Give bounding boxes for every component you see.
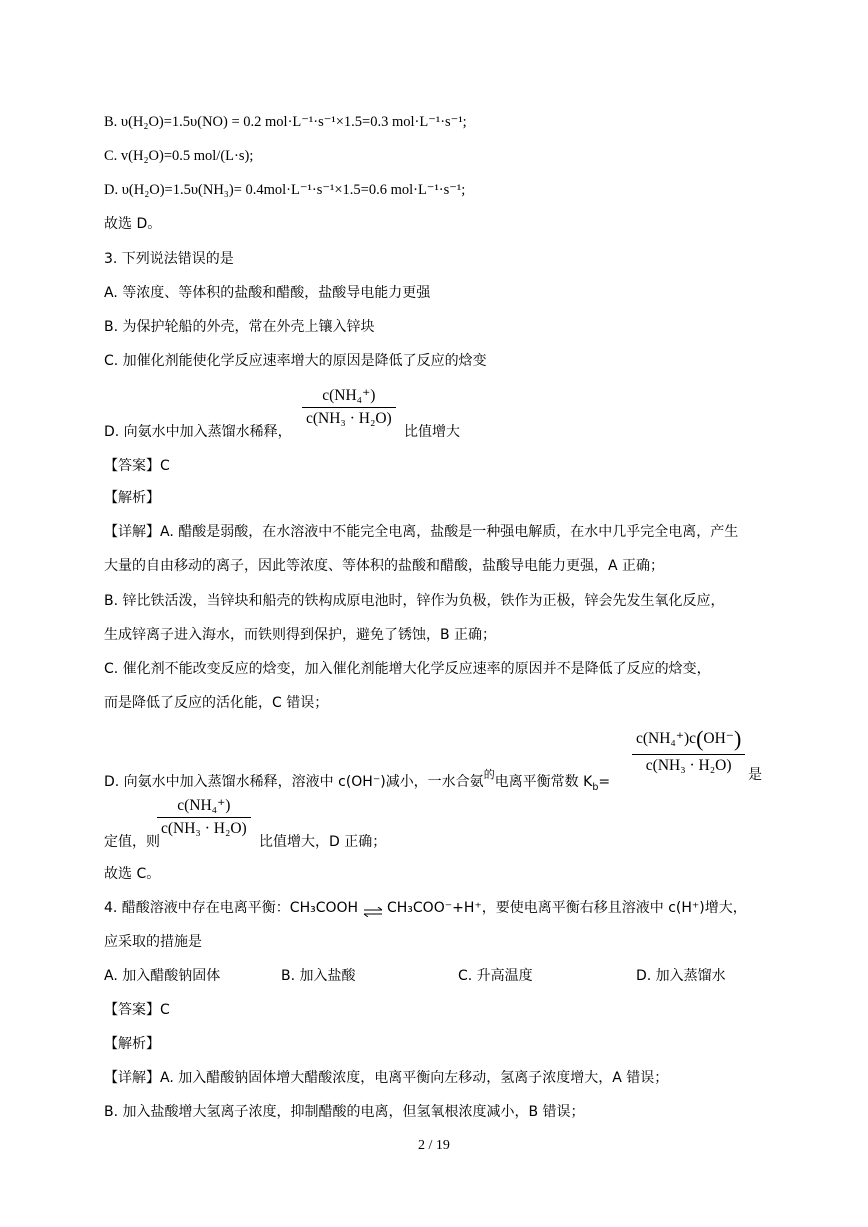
q4-stem-mid: CH₃COO⁻+H⁺，要使电离平衡右移且溶液中 c(H⁺)增大，	[386, 900, 747, 916]
q3-detail-d-prefix: D. 向氨水中加入蒸馏水稀释，溶液中 c(OH⁻)减小，一水合氨	[104, 774, 484, 790]
q3-option-a: A. 等浓度、等体积的盐酸和醋酸，盐酸导电能力更强	[104, 285, 431, 301]
q3-option-d-suffix: 比值增大	[404, 424, 460, 440]
q3-detail-d-mid: 电离平衡常数 K	[494, 774, 593, 790]
kb-numerator-oh: OH⁻	[703, 730, 734, 747]
q4-detail-a: 【详解】A. 加入醋酸钠固体增大醋酸浓度，电离平衡向左移动，氢离子浓度增大，A 错误；	[104, 1070, 669, 1086]
q3-detail-a-line1: 【详解】A. 醋酸是弱酸，在水溶液中不能完全电离，盐酸是一种强电解质，在水中几乎完全电离，产生	[104, 524, 739, 540]
right-paren: )	[733, 726, 742, 751]
q3-detail-d2-suffix: 比值增大，D 正确；	[259, 834, 387, 850]
q3-detail-c-line2: 而是降低了反应的活化能，C 错误；	[104, 695, 329, 711]
q4-option-b: B. 加入盐酸	[281, 968, 356, 984]
q4-option-a: A. 加入醋酸钠固体	[104, 968, 221, 984]
q4-stem-prefix: 4. 醋酸溶液中存在电离平衡：CH₃COOH	[104, 900, 359, 916]
q4-stem-line1	[104, 898, 747, 918]
q3-answer: 【答案】C	[104, 458, 170, 474]
q3-analysis-heading: 【解析】	[104, 490, 160, 506]
q3-detail-b-line1: B. 锌比铁活泼，当锌块和船壳的铁构成原电池时，锌作为负极，铁作为正极，锌会先发生氧化反应，	[104, 593, 725, 609]
fraction-numerator: c(NH₄⁺)	[322, 387, 376, 404]
equilibrium-arrow-icon	[363, 903, 383, 913]
q4-detail-b: B. 加入盐酸增大氢离子浓度，抑制醋酸的电离，但氢氧根浓度减小，B 错误；	[104, 1104, 585, 1120]
q4-option-c: C. 升高温度	[458, 968, 533, 984]
q3-detail-d2-prefix: 定值，则	[104, 834, 160, 850]
option-b-rate: B. υ(H₂O)=1.5υ(NO) = 0.2 mol·L⁻¹·s⁻¹×1.5=0.3 mol·L⁻¹·s⁻¹;	[104, 114, 467, 130]
q3-option-d-prefix: D. 向氨水中加入蒸馏水稀释，	[104, 424, 292, 440]
conclusion-d: 故选 D。	[104, 216, 162, 232]
q4-option-d: D. 加入蒸馏水	[636, 968, 726, 984]
kb-fraction	[632, 726, 745, 775]
kb-numerator	[632, 726, 745, 754]
q3-detail-d2-fraction	[157, 796, 251, 838]
q3-detail-d-eq: =	[598, 774, 611, 790]
q3-detail-a-line2: 大量的自由移动的离子，因此等浓度、等体积的盐酸和醋酸，盐酸导电能力更强，A 正确；	[104, 558, 665, 574]
page-number: 2 / 19	[418, 1138, 450, 1153]
kb-denominator: c(NH₃ · H₂O)	[645, 757, 732, 774]
q3-option-c: C. 加催化剂能使化学反应速率增大的原因是降低了反应的焓变	[104, 353, 487, 369]
fraction-denominator: c(NH₃ · H₂O)	[161, 820, 247, 837]
q3-detail-b-line2: 生成锌离子进入海水，而铁则得到保护，避免了锈蚀，B 正确；	[104, 627, 497, 643]
fraction-denominator: c(NH₃ · H₂O)	[306, 410, 392, 427]
q3-detail-d-suffix: 是	[748, 767, 762, 783]
q3-stem: 3. 下列说法错误的是	[104, 251, 234, 267]
option-d-rate: D. υ(H₂O)=1.5υ(NH₃)= 0.4mol·L⁻¹·s⁻¹×1.5=0.6 mol·L⁻¹·s⁻¹;	[104, 182, 466, 198]
q4-answer: 【答案】C	[104, 1002, 170, 1018]
q4-analysis-heading: 【解析】	[104, 1036, 160, 1052]
kb-subscript: b	[592, 781, 599, 793]
conclusion-c: 故选 C。	[104, 866, 161, 882]
option-c-rate: C. v(H₂O)=0.5 mol/(L·s);	[104, 148, 254, 164]
left-paren: (	[696, 726, 704, 751]
q3-option-b: B. 为保护轮船的外壳，常在外壳上镶入锌块	[104, 319, 375, 335]
kb-numerator-left: c(NH₄⁺)c	[636, 730, 697, 747]
q3-d-fraction	[302, 386, 396, 428]
fraction-numerator: c(NH₄⁺)	[177, 797, 231, 814]
q3-detail-c-line1: C. 催化剂不能改变反应的焓变，加入催化剂能增大化学反应速率的原因并不是降低了反应的焓变，	[104, 661, 711, 677]
q3-detail-d-de: 的	[483, 768, 495, 781]
q3-detail-d-line1	[104, 765, 610, 792]
q4-stem-line2: 应采取的措施是	[104, 934, 202, 950]
